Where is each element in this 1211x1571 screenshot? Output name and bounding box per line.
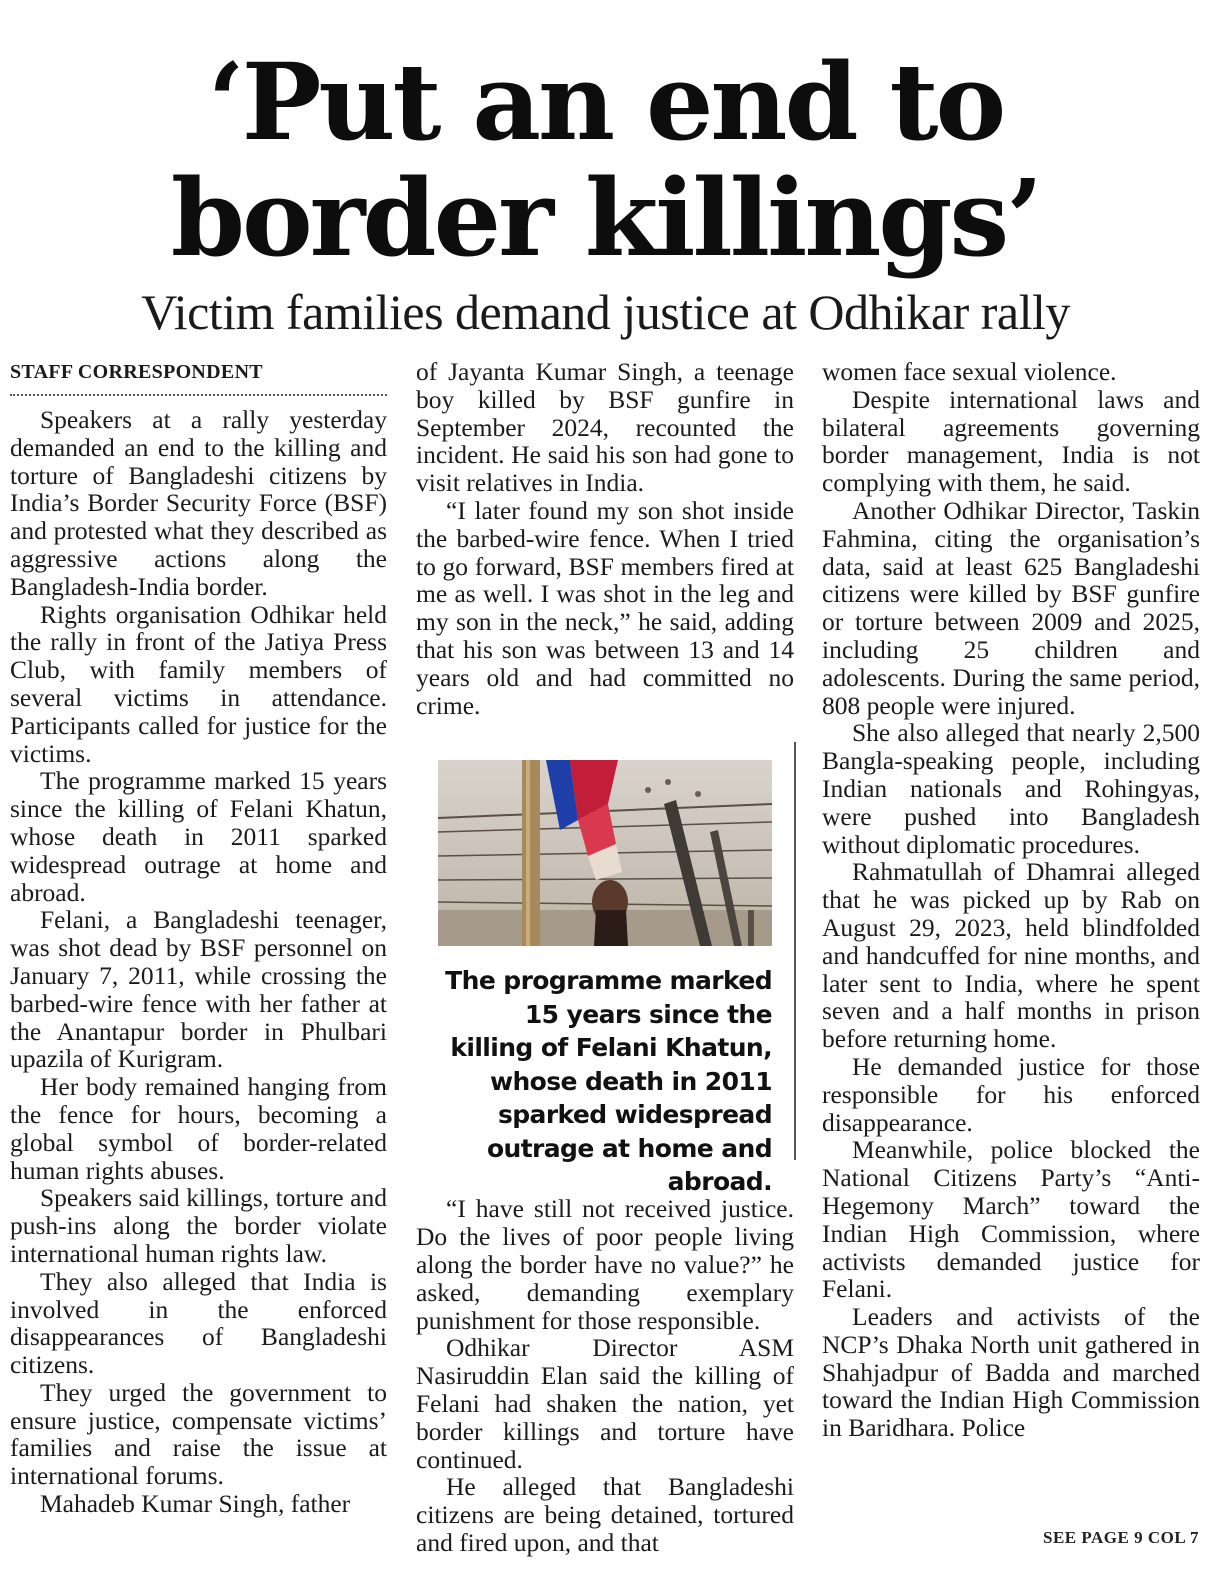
continuation-note: SEE PAGE 9 COL 7: [1043, 1528, 1199, 1547]
paragraph: “I later found my son shot inside the barbed-wire fence. When I tried to go forward, BSF members fired at me as well. I was shot in the leg and my son in the neck,” he said, adding that his son was between 13 and 14 years old and had committed no crime.: [416, 495, 794, 720]
pull-quote: The programme marked 15 years since the killing of Felani Khatun, whose death in 2011 sparked widespread outrage at home and abroad.: [445, 966, 772, 1196]
article-column-1: [10, 358, 387, 1558]
paragraph: Leaders and activists of the NCP’s Dhaka North unit gathered in Shahjadpur of Badda and marched toward the Indian High Commission in Baridhara. Police: [822, 1302, 1200, 1443]
paragraph: Felani, a Bangladeshi teenager, was shot dead by BSF personnel on January 7, 2011, while crossing the barbed-wire fence with her father at the Anantapur border in Phulbari upazila of Kurigram.: [10, 905, 387, 1074]
paragraph: The programme marked 15 years since the killing of Felani Khatun, whose death in 2011 sparked widespread outrage at home and abroad.: [10, 766, 387, 907]
paragraph: She also alleged that nearly 2,500 Bangla-speaking people, including Indian nationals and Rohingyas, were pushed into Bangladesh without diplomatic procedures.: [822, 718, 1200, 859]
headline: [0, 39, 1211, 280]
paragraph: Speakers at a rally yesterday demanded an end to the killing and torture of Bangladeshi citizens by India’s Border Security Force (BSF) and protested what they described as aggressive actions along the Bangladesh-India border.: [10, 405, 387, 601]
paragraph: Mahadeb Kumar Singh, father: [40, 1489, 351, 1519]
headline-line-2: border killings’: [170, 155, 1041, 280]
paragraph: Despite international laws and bilateral agreements governing border management, India is not complying with them, he said.: [822, 384, 1200, 498]
paragraph: of Jayanta Kumar Singh, a teenage boy killed by BSF gunfire in September 2024, recounted the incident. He said his son had gone to visit relatives in India.: [416, 357, 794, 498]
paragraph: He alleged that Bangladeshi citizens are being detained, tortured and fired upon, and that: [416, 1472, 794, 1557]
paragraph: “I have still not received justice. Do the lives of poor people living along the border have no value?” he asked, demanding exemplary punishment for those responsible.: [416, 1194, 794, 1335]
article-column-3: [822, 358, 1200, 1558]
paragraph: Her body remained hanging from the fence for hours, becoming a global symbol of border-related human rights abuses.: [10, 1072, 387, 1185]
photo-box: [418, 742, 796, 1196]
paragraph: Meanwhile, police blocked the National Citizens Party’s “Anti-Hegemony March” toward the Indian High Commission, where activists demanded justice for Felani.: [822, 1135, 1200, 1304]
subheadline: Victim families demand justice at Odhikar rally: [141, 284, 1070, 340]
paragraph: Speakers said killings, torture and push-ins along the border violate international human rights law.: [10, 1183, 387, 1268]
paragraph: He demanded justice for those responsible for his enforced disappearance.: [822, 1051, 1200, 1137]
paragraph: Rahmatullah of Dhamrai alleged that he was picked up by Rab on August 29, 2023, held blindfolded and handcuffed for nine months, and later sent to India, where he spent seven and a half months in prison before returning home.: [822, 857, 1200, 1054]
paragraph: women face sexual violence.: [822, 357, 1117, 386]
byline: STAFF CORRESPONDENT: [10, 358, 387, 396]
paragraph: They also alleged that India is involved in the enforced disappearances of Bangladeshi citizens.: [10, 1266, 387, 1380]
paragraph: Odhikar Director ASM Nasiruddin Elan said the killing of Felani had shaken the nation, yet border killings and torture have continued.: [416, 1333, 794, 1474]
paragraph: Another Odhikar Director, Taskin Fahmina, citing the organisation’s data, said at least 625 Bangladeshi citizens were killed by BSF gunfire or torture between 2009 and 2025, including 25 children and adolescents. During the same period, 808 people were injured.: [822, 495, 1200, 720]
paragraph: Rights organisation Odhikar held the rally in front of the Jatiya Press Club, with family members of several victims in attendance. Participants called for justice for the victims.: [10, 599, 387, 768]
headline-line-1: ‘Put an end to: [207, 39, 1004, 164]
photo-icon: [438, 760, 772, 946]
paragraph: They urged the government to ensure justice, compensate victims’ families and raise the issue at international forums.: [10, 1377, 387, 1491]
